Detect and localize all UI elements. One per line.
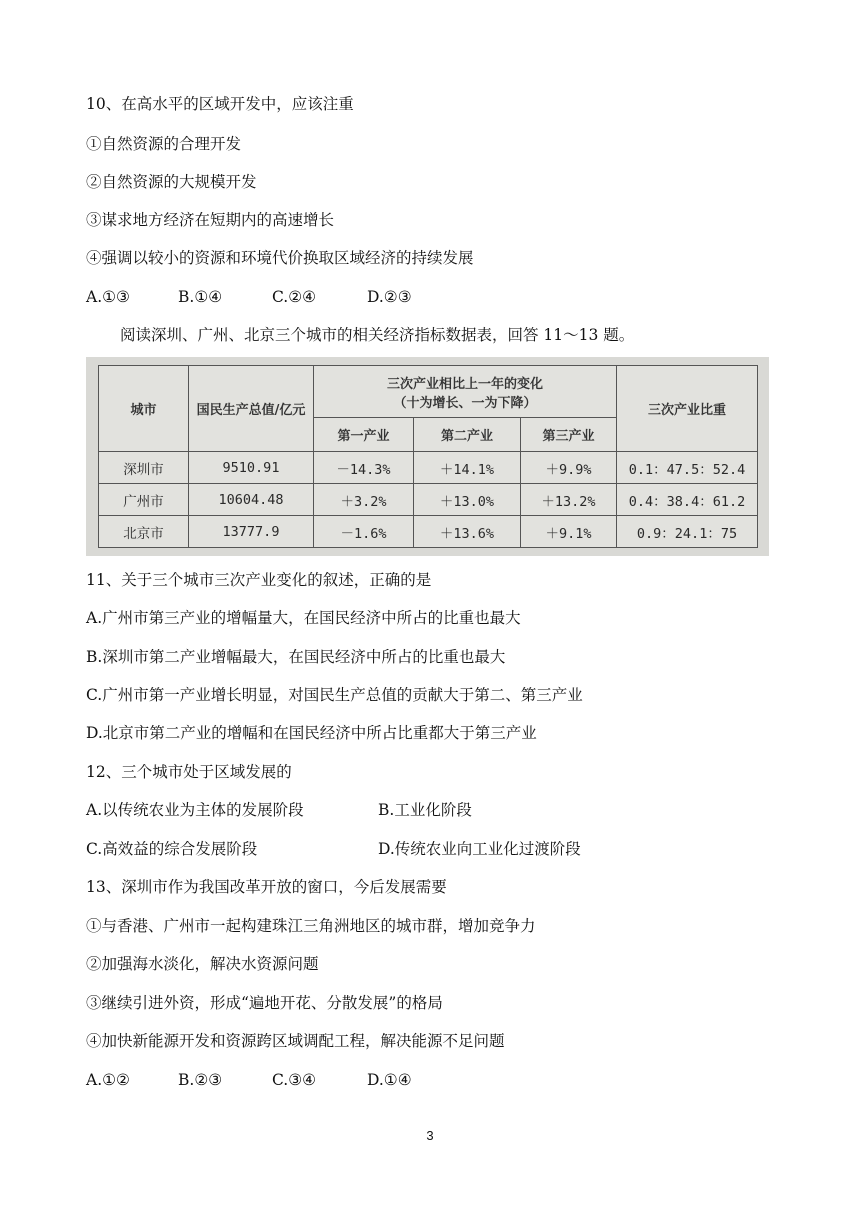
cell-tertiary: ＋9.9% — [521, 452, 617, 484]
cell-ratio: 0.4：38.4：61.2 — [617, 484, 758, 516]
cell-secondary: ＋13.0% — [414, 484, 521, 516]
q12-options-row1 — [86, 800, 472, 820]
table-row — [99, 452, 758, 484]
header-change-title: 三次产业相比上一年的变化 — [386, 376, 543, 392]
q10-option-a: A.①③ — [86, 288, 130, 306]
q10-option-b: B.①④ — [178, 288, 223, 306]
q12-option-d: D.传统农业向工业化过渡阶段 — [378, 840, 581, 858]
page-number: 3 — [426, 1128, 434, 1143]
q12-options-row2 — [86, 839, 581, 859]
q11-stem: 11、关于三个城市三次产业变化的叙述，正确的是 — [86, 571, 432, 589]
q11-option-c: C.广州市第一产业增长明显，对国民生产总值的贡献大于第二、第三产业 — [86, 686, 583, 704]
q10-stem: 10、在高水平的区域开发中，应该注重 — [86, 95, 354, 113]
q10-item-3: ③谋求地方经济在短期内的高速增长 — [86, 211, 335, 229]
header-tertiary: 第三产业 — [521, 418, 617, 452]
q13-options — [86, 1070, 412, 1090]
q10-item-2: ②自然资源的大规模开发 — [86, 173, 257, 191]
q13-option-a: A.①② — [86, 1071, 130, 1089]
cell-ratio: 0.1：47.5：52.4 — [617, 452, 758, 484]
header-city: 城市 — [99, 366, 189, 452]
cell-city: 深圳市 — [99, 452, 189, 484]
cell-gdp: 10604.48 — [189, 484, 314, 516]
q12-option-b: B.工业化阶段 — [378, 801, 472, 819]
q10-option-d: D.②③ — [367, 288, 412, 306]
cell-secondary: ＋13.6% — [414, 516, 521, 548]
cell-gdp: 13777.9 — [189, 516, 314, 548]
q13-option-d: D.①④ — [367, 1071, 412, 1089]
header-change-note: （十为增长、一为下降） — [393, 395, 537, 411]
q13-item-1: ①与香港、广州市一起构建珠江三角洲地区的城市群，增加竞争力 — [86, 917, 536, 935]
q12-stem: 12、三个城市处于区域发展的 — [86, 763, 292, 781]
cell-gdp: 9510.91 — [189, 452, 314, 484]
cell-primary: －1.6% — [314, 516, 414, 548]
cell-secondary: ＋14.1% — [414, 452, 521, 484]
table-row — [99, 484, 758, 516]
cell-primary: －14.3% — [314, 452, 414, 484]
table-intro: 阅读深圳、广州、北京三个城市的相关经济指标数据表，回答 11～13 题。 — [120, 326, 635, 344]
q10-option-c: C.②④ — [272, 288, 317, 306]
header-ratio: 三次产业比重 — [617, 366, 758, 452]
q10-item-1: ①自然资源的合理开发 — [86, 135, 242, 153]
economic-table-image — [86, 357, 769, 556]
q11-option-d: D.北京市第二产业的增幅和在国民经济中所占比重都大于第三产业 — [86, 724, 537, 742]
cell-city: 北京市 — [99, 516, 189, 548]
q12-option-c: C.高效益的综合发展阶段 — [86, 840, 258, 858]
q13-item-4: ④加快新能源开发和资源跨区域调配工程，解决能源不足问题 — [86, 1032, 505, 1050]
q13-stem: 13、深圳市作为我国改革开放的窗口，今后发展需要 — [86, 878, 447, 896]
cell-tertiary: ＋13.2% — [521, 484, 617, 516]
cell-primary: ＋3.2% — [314, 484, 414, 516]
q13-item-3: ③继续引进外资，形成“遍地开花、分散发展”的格局 — [86, 994, 443, 1012]
q13-option-b: B.②③ — [178, 1071, 223, 1089]
header-change — [314, 366, 617, 418]
q10-options — [86, 287, 412, 307]
header-secondary: 第二产业 — [414, 418, 521, 452]
cell-city: 广州市 — [99, 484, 189, 516]
q12-option-a: A.以传统农业为主体的发展阶段 — [86, 801, 304, 819]
economic-table — [98, 365, 758, 548]
header-gdp — [189, 366, 314, 452]
table-row — [99, 516, 758, 548]
cell-tertiary: ＋9.1% — [521, 516, 617, 548]
q11-option-a: A.广州市第三产业的增幅量大，在国民经济中所占的比重也最大 — [86, 609, 521, 627]
q10-item-4: ④强调以较小的资源和环境代价换取区域经济的持续发展 — [86, 249, 474, 267]
header-primary: 第一产业 — [314, 418, 414, 452]
q13-item-2: ②加强海水淡化，解决水资源问题 — [86, 955, 319, 973]
cell-ratio: 0.9：24.1：75 — [617, 516, 758, 548]
header-gdp-label: 国民生产总值/亿元 — [196, 403, 306, 418]
q11-option-b: B.深圳市第二产业增幅最大，在国民经济中所占的比重也最大 — [86, 648, 506, 666]
q13-option-c: C.③④ — [272, 1071, 317, 1089]
